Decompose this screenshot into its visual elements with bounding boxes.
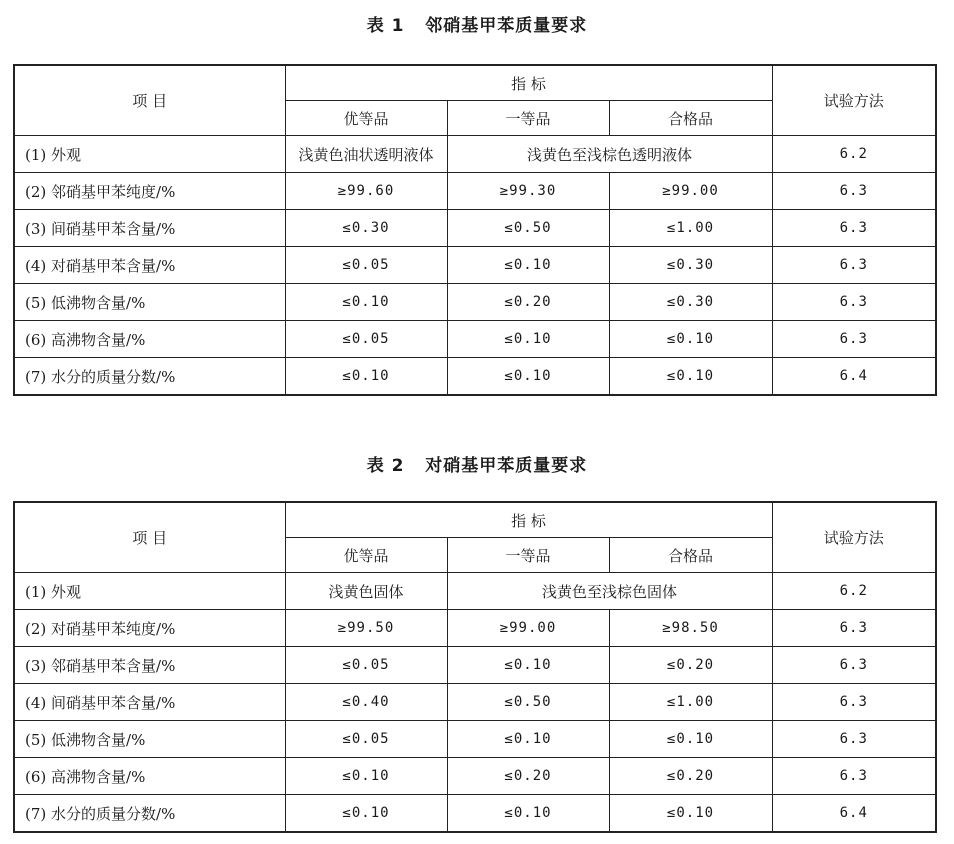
table-2-title: 表 2 对硝基甲苯质量要求 — [366, 456, 588, 476]
table-row — [14, 610, 936, 647]
row-method: 6.3 — [772, 321, 936, 358]
row-item: (2) 对硝基甲苯纯度/% — [14, 610, 285, 647]
row-superior: 浅黄色固体 — [285, 573, 447, 610]
table-2-header-row-1 — [14, 502, 936, 538]
row-method: 6.4 — [772, 358, 936, 396]
row-qualified: ≤1.00 — [609, 684, 772, 721]
table-row — [14, 573, 936, 610]
header-grade-superior: 优等品 — [285, 538, 447, 573]
table-row — [14, 684, 936, 721]
row-qualified: ≤0.20 — [609, 647, 772, 684]
table-row — [14, 173, 936, 210]
header-grade-first: 一等品 — [447, 538, 609, 573]
row-item: (3) 邻硝基甲苯含量/% — [14, 647, 285, 684]
row-method: 6.3 — [772, 284, 936, 321]
row-superior: ≥99.60 — [285, 173, 447, 210]
row-item: (1) 外观 — [14, 573, 285, 610]
row-first: ≤0.10 — [447, 247, 609, 284]
table-1 — [13, 64, 937, 396]
table-row — [14, 721, 936, 758]
row-item: (5) 低沸物含量/% — [14, 284, 285, 321]
header-item: 项 目 — [14, 502, 285, 573]
row-first: ≥99.30 — [447, 173, 609, 210]
row-item: (2) 邻硝基甲苯纯度/% — [14, 173, 285, 210]
table-row — [14, 795, 936, 833]
header-grade-first: 一等品 — [447, 101, 609, 136]
row-method: 6.2 — [772, 573, 936, 610]
table-2-block — [13, 501, 935, 833]
row-qualified: ≤0.10 — [609, 721, 772, 758]
row-qualified: ≤1.00 — [609, 210, 772, 247]
row-superior: ≤0.10 — [285, 795, 447, 833]
table-row — [14, 647, 936, 684]
row-first: ≤0.10 — [447, 647, 609, 684]
table-row — [14, 321, 936, 358]
row-item: (4) 间硝基甲苯含量/% — [14, 684, 285, 721]
row-superior: ≤0.05 — [285, 721, 447, 758]
row-first: ≤0.10 — [447, 358, 609, 396]
table-row — [14, 136, 936, 173]
table-1-block — [13, 64, 935, 396]
row-superior: ≤0.10 — [285, 358, 447, 396]
row-superior: ≤0.30 — [285, 210, 447, 247]
row-superior: ≤0.05 — [285, 647, 447, 684]
row-superior: ≥99.50 — [285, 610, 447, 647]
table-2 — [13, 501, 937, 833]
header-method: 试验方法 — [772, 502, 936, 573]
row-item: (4) 对硝基甲苯含量/% — [14, 247, 285, 284]
row-method: 6.3 — [772, 684, 936, 721]
row-method: 6.3 — [772, 610, 936, 647]
table-row — [14, 210, 936, 247]
row-method: 6.2 — [772, 136, 936, 173]
row-item: (3) 间硝基甲苯含量/% — [14, 210, 285, 247]
header-grade-qualified: 合格品 — [609, 101, 772, 136]
row-item: (7) 水分的质量分数/% — [14, 358, 285, 396]
header-method: 试验方法 — [772, 65, 936, 136]
header-index: 指 标 — [285, 65, 772, 101]
row-superior: ≤0.05 — [285, 321, 447, 358]
row-method: 6.3 — [772, 721, 936, 758]
row-qualified: ≤0.30 — [609, 284, 772, 321]
row-method: 6.3 — [772, 173, 936, 210]
row-method: 6.4 — [772, 795, 936, 833]
row-first: ≤0.50 — [447, 684, 609, 721]
table-row — [14, 284, 936, 321]
row-superior: ≤0.05 — [285, 247, 447, 284]
table-1-header-row-1 — [14, 65, 936, 101]
row-item: (6) 高沸物含量/% — [14, 758, 285, 795]
row-superior: 浅黄色油状透明液体 — [285, 136, 447, 173]
row-first: ≤0.50 — [447, 210, 609, 247]
header-item: 项 目 — [14, 65, 285, 136]
row-qualified: ≥98.50 — [609, 610, 772, 647]
table-row — [14, 758, 936, 795]
row-first: ≤0.10 — [447, 721, 609, 758]
row-item: (6) 高沸物含量/% — [14, 321, 285, 358]
table-row — [14, 247, 936, 284]
row-first: ≥99.00 — [447, 610, 609, 647]
row-superior: ≤0.10 — [285, 758, 447, 795]
row-method: 6.3 — [772, 247, 936, 284]
row-method: 6.3 — [772, 210, 936, 247]
row-first: ≤0.20 — [447, 758, 609, 795]
row-merged: 浅黄色至浅棕色固体 — [447, 573, 772, 610]
row-qualified: ≤0.30 — [609, 247, 772, 284]
row-item: (7) 水分的质量分数/% — [14, 795, 285, 833]
row-merged: 浅黄色至浅棕色透明液体 — [447, 136, 772, 173]
row-method: 6.3 — [772, 647, 936, 684]
table-row — [14, 358, 936, 396]
row-qualified: ≤0.20 — [609, 758, 772, 795]
row-item: (1) 外观 — [14, 136, 285, 173]
row-superior: ≤0.40 — [285, 684, 447, 721]
row-method: 6.3 — [772, 758, 936, 795]
row-superior: ≤0.10 — [285, 284, 447, 321]
row-first: ≤0.10 — [447, 321, 609, 358]
row-first: ≤0.10 — [447, 795, 609, 833]
row-qualified: ≥99.00 — [609, 173, 772, 210]
row-qualified: ≤0.10 — [609, 321, 772, 358]
header-grade-qualified: 合格品 — [609, 538, 772, 573]
header-index: 指 标 — [285, 502, 772, 538]
header-grade-superior: 优等品 — [285, 101, 447, 136]
row-first: ≤0.20 — [447, 284, 609, 321]
row-item: (5) 低沸物含量/% — [14, 721, 285, 758]
row-qualified: ≤0.10 — [609, 358, 772, 396]
table-1-title: 表 1 邻硝基甲苯质量要求 — [366, 16, 588, 36]
row-qualified: ≤0.10 — [609, 795, 772, 833]
